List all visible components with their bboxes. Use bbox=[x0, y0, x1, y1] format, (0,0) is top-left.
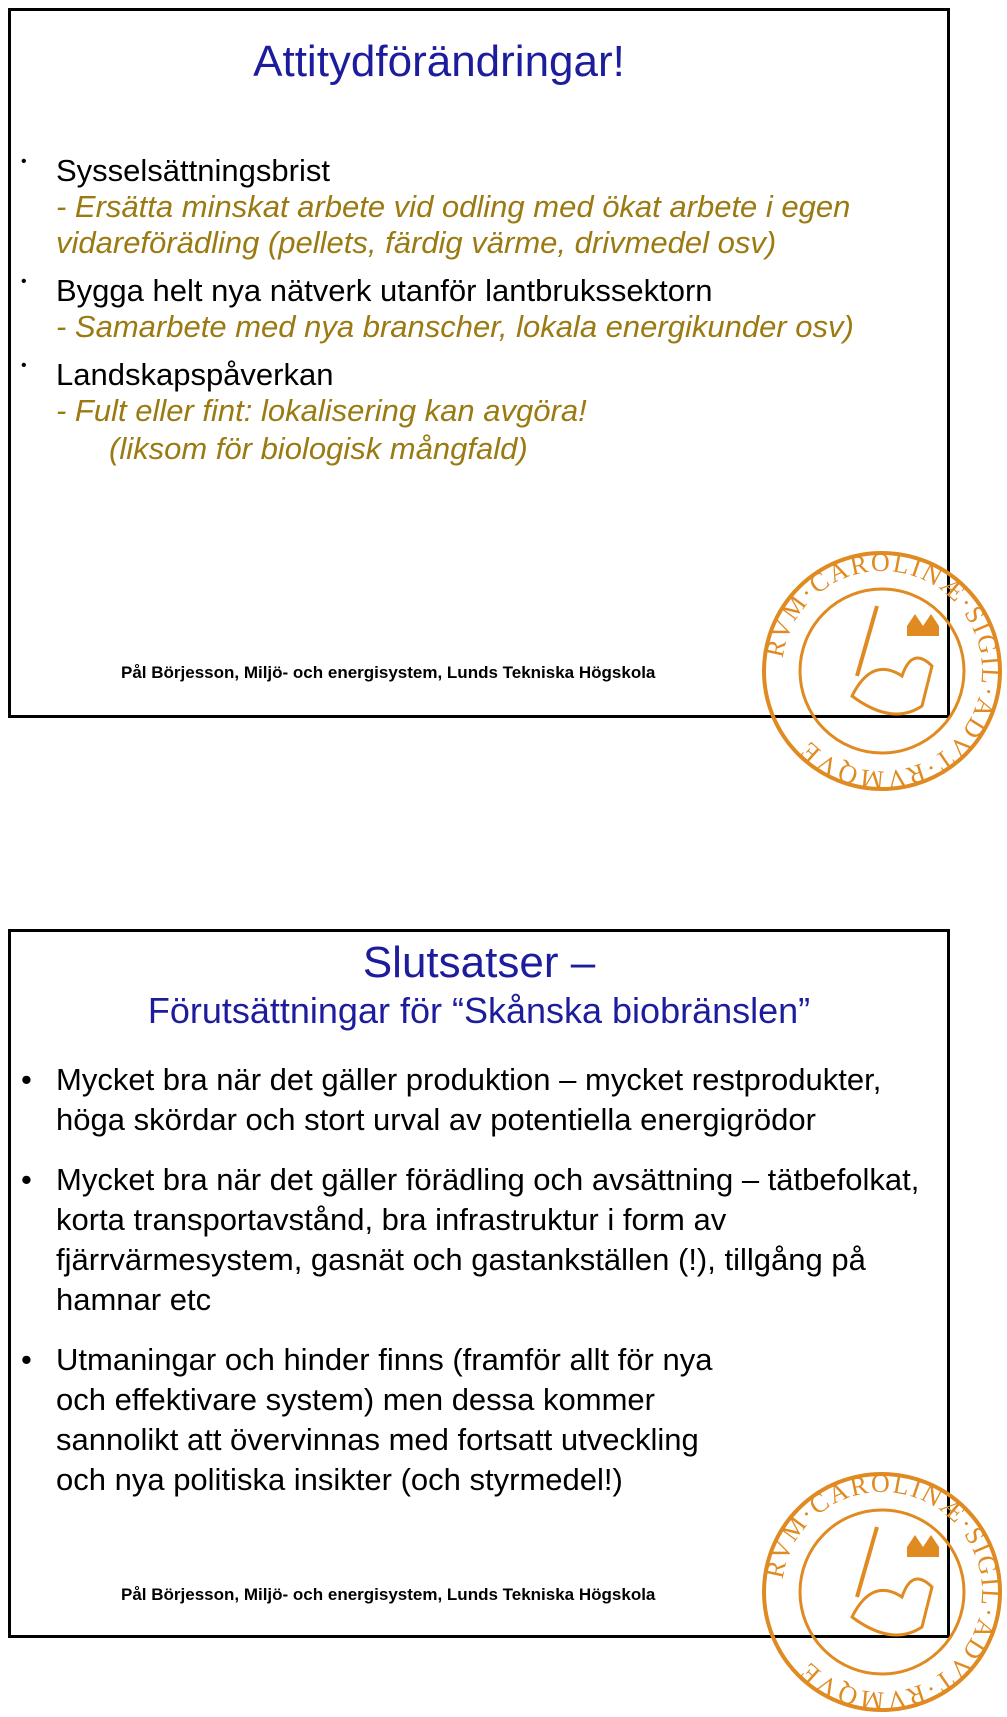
bullet-subtext: - Samarbete med nya branscher, lokala energikunder osv) bbox=[56, 309, 854, 344]
slide-footer: Pål Börjesson, Miljö- och energisystem, Lunds Tekniska Högskola bbox=[121, 663, 656, 682]
bullet-item bbox=[11, 153, 927, 261]
bullet-list bbox=[11, 1060, 927, 1520]
bullet-icon: • bbox=[21, 153, 27, 170]
bullet-text: Sysselsättningsbrist bbox=[56, 153, 330, 188]
lund-university-seal-icon bbox=[757, 1467, 1007, 1717]
lund-university-seal-icon bbox=[757, 546, 1007, 796]
svg-text:RVM·CAROLINÆ·SIGIL·ADVT·RVMQVE bbox=[760, 548, 1005, 795]
bullet-item bbox=[11, 1060, 927, 1140]
bullet-icon: • bbox=[21, 1342, 32, 1377]
bullet-icon: • bbox=[21, 1162, 32, 1197]
extra-note-text: (liksom för biologisk mångfald) bbox=[109, 431, 528, 466]
bullet-list bbox=[11, 153, 927, 479]
slide-subtitle: Förutsättningar för “Skånska biobränslen” bbox=[147, 990, 811, 1031]
bullet-subtext: - Fult eller fint: lokalisering kan avgöra! bbox=[56, 393, 587, 428]
seal-text: RVM·CAROLINÆ·SIGIL·ADVT·RVMQVE bbox=[759, 1468, 1006, 1716]
bullet-icon: • bbox=[21, 357, 27, 374]
bullet-icon: • bbox=[21, 1062, 32, 1097]
bullet-item bbox=[11, 273, 927, 345]
slide-attitude-changes bbox=[8, 8, 1006, 795]
bullet-item bbox=[11, 357, 927, 429]
slide-title: Attitydförändringar! bbox=[253, 37, 625, 86]
slide-footer: Pål Börjesson, Miljö- och energisystem, Lunds Tekniska Högskola bbox=[121, 1585, 656, 1604]
bullet-text: Utmaningar och hinder finns (framför allt för nya och effektivare system) men dessa kommer sannolikt att övervinnas med fortsatt utveckling och nya politiska insikter (och styrmedel!) bbox=[56, 1342, 713, 1497]
seal-text: RVM·CAROLINÆ·SIGIL·ADVT·RVMQVE bbox=[759, 547, 1006, 795]
bullet-text: Mycket bra när det gäller produktion – mycket restprodukter, höga skördar och stort urval av potentiella energigrödor bbox=[56, 1062, 882, 1137]
slide-title: Slutsatser – bbox=[362, 938, 596, 987]
extra-note bbox=[11, 431, 927, 467]
bullet-item bbox=[11, 1160, 927, 1320]
bullet-icon: • bbox=[21, 273, 27, 290]
bullet-text: Bygga helt nya nätverk utanför lantbrukssektorn bbox=[56, 273, 713, 308]
bullet-subtext: - Ersätta minskat arbete vid odling med ökat arbete i egen vidareförädling (pellets, färdig värme, drivmedel osv) bbox=[56, 189, 851, 260]
slide-conclusions bbox=[8, 929, 1006, 1716]
svg-text:RVM·CAROLINÆ·SIGIL·ADVT·RVMQVE bbox=[760, 1469, 1005, 1716]
bullet-text: Landskapspåverkan bbox=[56, 357, 334, 392]
bullet-text: Mycket bra när det gäller förädling och avsättning – tätbefolkat, korta transportavstånd, bra infrastruktur i form av fjärrvärmesystem, gasnät och gastankställen (!), tillgång på hamnar etc bbox=[56, 1162, 920, 1317]
